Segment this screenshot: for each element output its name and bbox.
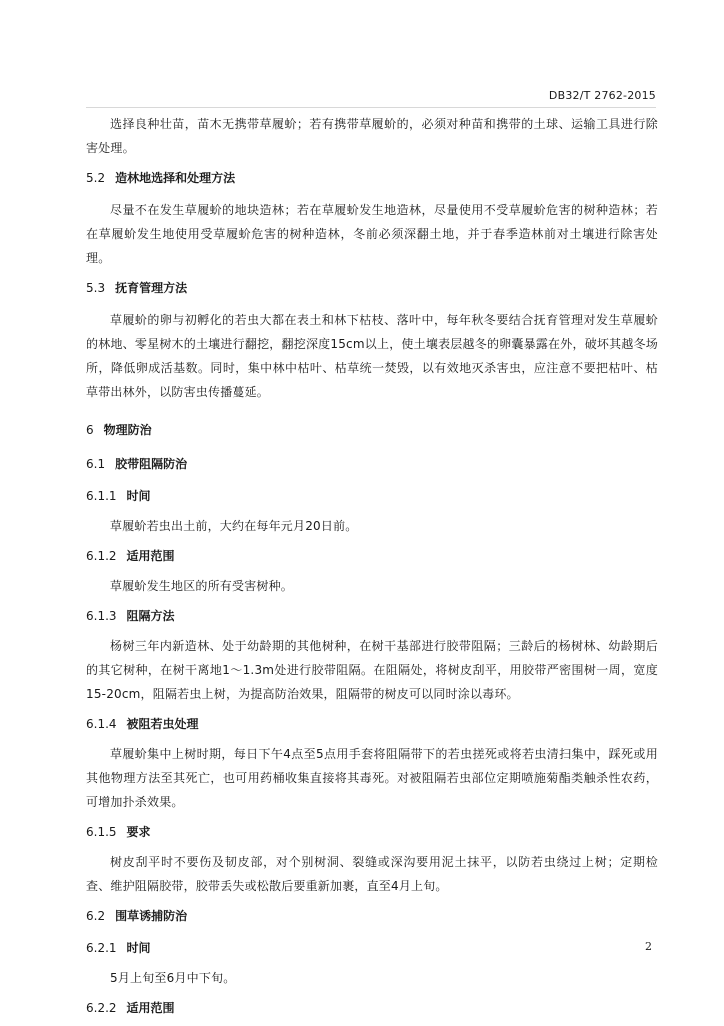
body-paragraph: 5月上旬至6月中下旬。 [110,971,236,985]
section-number: 6.1.5 [86,825,117,839]
section-title: 适用范围 [126,1001,175,1015]
section-heading [86,484,658,508]
body-paragraph: 草履蚧发生地区的所有受害树种。 [110,579,294,593]
section-heading [86,166,658,190]
section-heading [86,544,658,568]
section-number: 5.3 [86,281,106,295]
section-title: 要求 [126,825,151,839]
section-number: 6.1.3 [86,609,117,623]
section-number: 6.1.1 [86,489,117,503]
body-paragraph: 选择良种壮苗，苗木无携带草履蚧；若有携带草履蚧的，必须对种苗和携带的土球、运输工具进行除害处理。 [86,117,658,155]
header-divider [86,107,656,108]
section-number: 5.2 [86,171,106,185]
section-title: 抚育管理方法 [115,281,188,295]
section-title: 胶带阻隔防治 [115,457,188,471]
section-heading [86,604,658,628]
section-number: 6.2 [86,909,106,923]
body-paragraph: 草履蚧的卵与初孵化的若虫大都在表土和林下枯枝、落叶中，每年秋冬要结合抚育管理对发生草履蚧的林地、零星树木的土壤进行翻挖，翻挖深度15cm以上，使土壤表层越冬的卵囊暴露在外，破坏其越冬场所，降低卵成活基数。同时，集中林中枯叶、枯草统一焚毁，以有效地灭杀害虫，应注意不要把枯叶、枯草带出林外，以防害虫传播蔓延。 [86,313,658,399]
section-heading [86,712,658,736]
section-heading [86,418,658,442]
section-title: 物理防治 [103,423,152,437]
section-title: 阻隔方法 [126,609,175,623]
section-title: 时间 [126,489,151,503]
body-paragraph: 杨树三年内新造林、处于幼龄期的其他树种，在树干基部进行胶带阻隔；三龄后的杨树林、幼龄期后的其它树种，在树干离地1～1.3m处进行胶带阻隔。在阻隔处，将树皮刮平，用胶带严密围树一周，宽度15-20cm，阻隔若虫上树，为提高防治效果，阻隔带的树皮可以同时涂以毒环。 [86,639,658,701]
body-paragraph: 尽量不在发生草履蚧的地块造林；若在草履蚧发生地造林，尽量使用不受草履蚧危害的树种造林；若在草履蚧发生地使用受草履蚧危害的树种造林，冬前必须深翻土地，并于春季造林前对土壤进行除害处理。 [86,203,658,265]
section-number: 6.2.1 [86,941,117,955]
body-paragraph: 草履蚧若虫出土前，大约在每年元月20日前。 [110,519,358,533]
section-title: 被阻若虫处理 [126,717,199,731]
document-body [86,112,658,1026]
section-number: 6.1.4 [86,717,117,731]
section-heading [86,276,658,300]
body-paragraph: 树皮刮平时不要伤及韧皮部，对个别树洞、裂缝或深沟要用泥土抹平，以防若虫绕过上树；定期检查、维护阻隔胶带，胶带丢失或松散后要重新加裹，直至4月上旬。 [86,855,658,893]
section-number: 6.2.2 [86,1001,117,1015]
section-heading [86,452,658,476]
section-title: 造林地选择和处理方法 [115,171,236,185]
section-heading [86,820,658,844]
standard-code: DB32/T 2762-2015 [548,89,656,102]
section-heading [86,996,658,1020]
section-heading [86,904,658,928]
section-heading [86,936,658,960]
section-title: 时间 [126,941,151,955]
section-number: 6 [86,423,94,437]
body-paragraph: 草履蚧集中上树时期，每日下午4点至5点用手套将阻隔带下的若虫搓死或将若虫清扫集中，踩死或用其他物理方法至其死亡，也可用药桶收集直接将其毒死。对被阻隔若虫部位定期喷施菊酯类触杀性农药，可增加扑杀效果。 [86,747,658,809]
section-title: 围草诱捕防治 [115,909,188,923]
section-number: 6.1 [86,457,106,471]
section-number: 6.1.2 [86,549,117,563]
page-number: 2 [645,940,652,953]
section-title: 适用范围 [126,549,175,563]
